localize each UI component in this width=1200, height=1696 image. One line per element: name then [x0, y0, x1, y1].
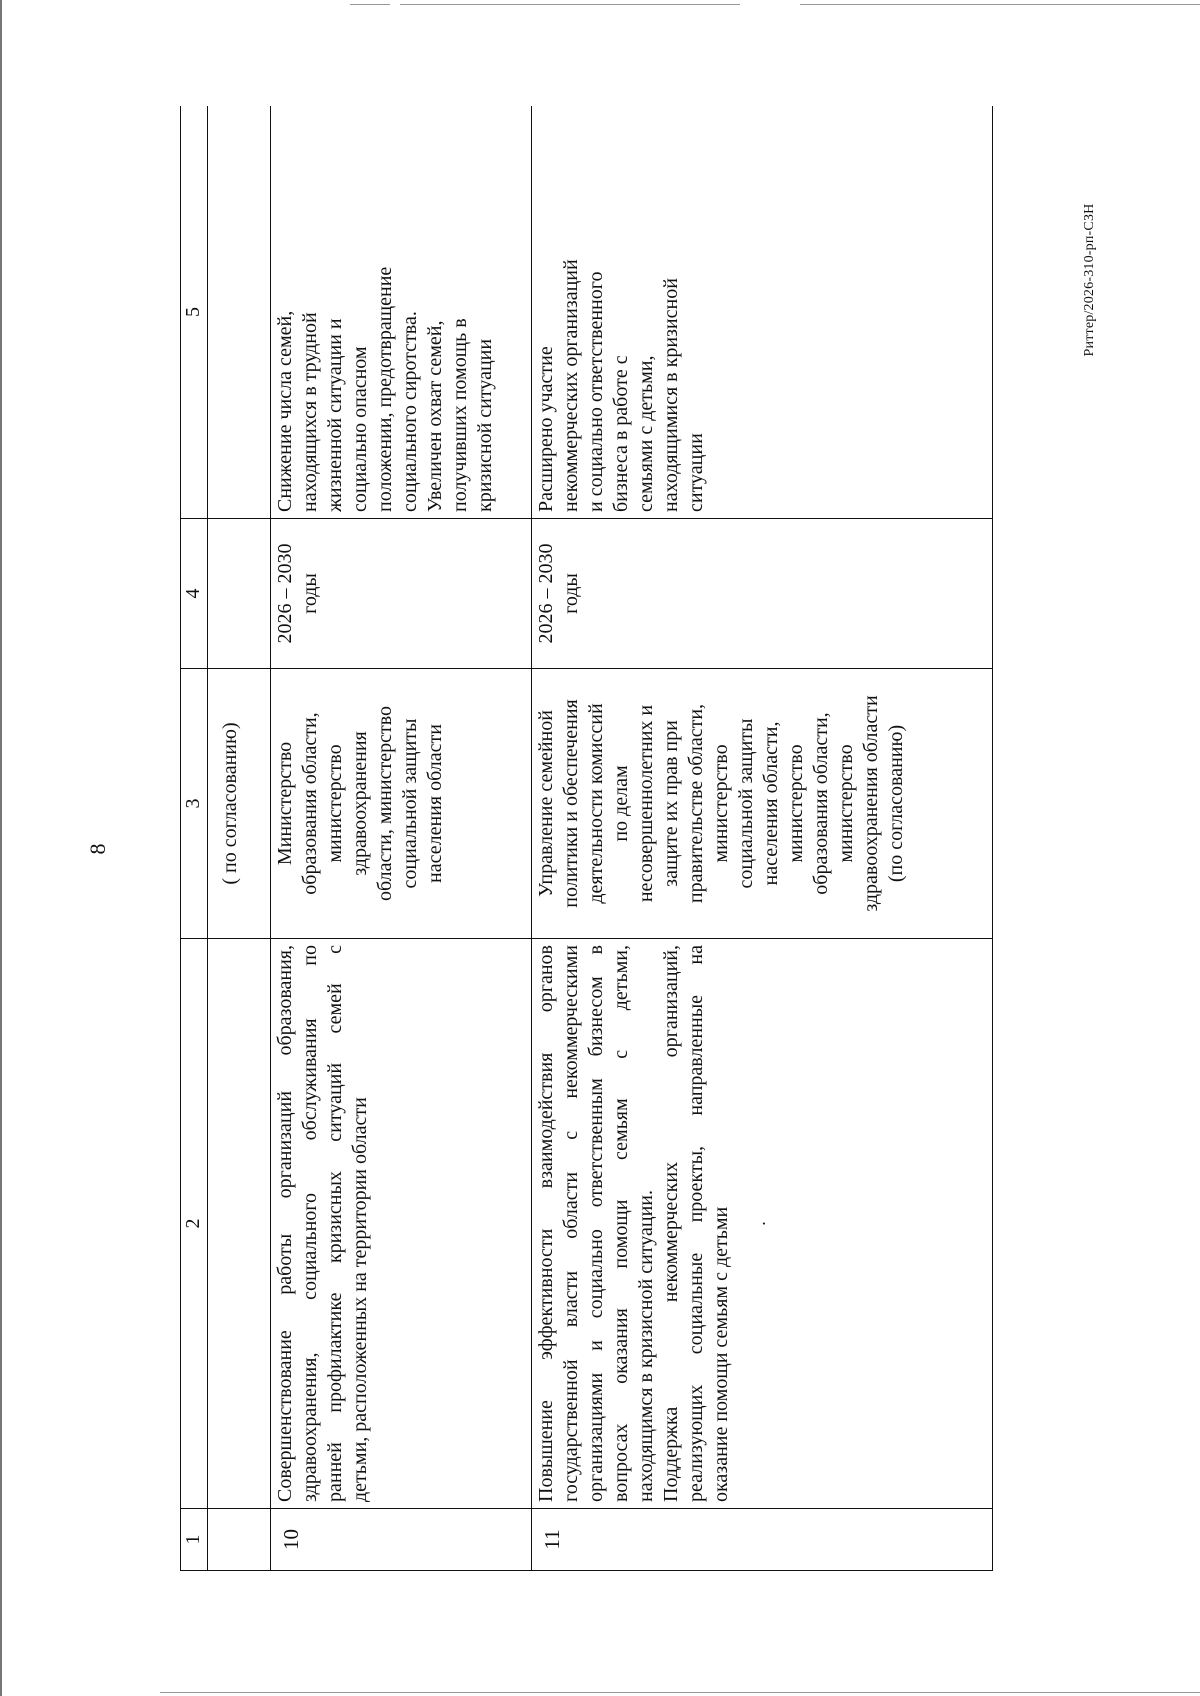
measures-table: [180, 106, 993, 1571]
text-line: здравоохранения: [349, 731, 371, 876]
table-row: [532, 106, 993, 1571]
text-line: находящимися в кризисной: [660, 278, 682, 512]
scan-top-line: [350, 4, 390, 5]
column-header-1: 1: [181, 1509, 208, 1571]
text-line: ситуации: [685, 433, 707, 512]
scan-bottom-line: [160, 1692, 1200, 1693]
cell-period: [271, 519, 532, 669]
text-line: защите их прав при: [660, 720, 682, 887]
text-line: ранней профилактике кризисных ситуаций семей с: [324, 945, 346, 1502]
text-line: некоммерческих организаций: [560, 259, 582, 512]
rotated-page-content: [180, 106, 993, 1571]
text-line: населения области: [424, 724, 446, 883]
text-line: области, министерство: [374, 705, 396, 902]
text-line: политики и обеспечения: [560, 699, 582, 908]
text-line: Снижение числа семей,: [274, 310, 296, 512]
column-header-5: 5: [181, 106, 208, 519]
stray-mark: ·: [754, 1220, 774, 1227]
page-left-edge: [0, 0, 2, 1696]
text-line: министерство: [710, 744, 732, 863]
cell: [208, 1509, 271, 1571]
text-line: получивших помощь в: [449, 318, 471, 512]
text-line: Поддержка некоммерческих организаций,: [660, 945, 682, 1502]
text-line: Увеличен охват семей,: [424, 320, 446, 512]
document-code: Риттер/2026-310-рп-СЗН: [1082, 203, 1097, 357]
column-header-2: 2: [181, 939, 208, 1509]
text-line: Совершенствование работы организаций образования,: [274, 945, 296, 1502]
page-number: 8: [85, 843, 110, 855]
table-row-continuation: [208, 106, 271, 1571]
cell-executors-continuation: ( по согласованию): [208, 669, 271, 939]
cell-measure: [532, 939, 993, 1509]
table-frame: [180, 106, 993, 1571]
cell-period: [532, 519, 993, 669]
text-line: организациями и социально ответственным бизнесом в: [585, 945, 607, 1502]
cell-result: [532, 106, 993, 519]
text-line: Управление семейной: [535, 710, 557, 897]
cell-executors: [532, 669, 993, 939]
text-line: социальной защиты: [735, 718, 757, 889]
text-line: семьями с детьми,: [635, 355, 657, 512]
cell: [208, 519, 271, 669]
text-line: жизненной ситуации и: [324, 318, 346, 512]
text-line: Повышение эффективности взаимодействия органов: [535, 945, 557, 1502]
text-line: социального сиротства.: [399, 311, 421, 512]
scan-top-line: [400, 4, 740, 5]
text-line: министерство: [835, 744, 857, 863]
cell: [208, 939, 271, 1509]
text-line: реализующих социальные проекты, направленные на: [685, 945, 707, 1502]
text-line: вопросах оказания помощи семьям с детьми,: [610, 945, 632, 1502]
cell-measure: [271, 939, 532, 1509]
text-line: правительстве области,: [685, 703, 707, 904]
text-line: кризисной ситуации: [474, 338, 496, 512]
text-line: находящимся в кризисной ситуации.: [635, 1190, 657, 1502]
row-number: 11: [532, 1509, 993, 1571]
text-line: здравоохранения, социального обслуживания по: [299, 945, 321, 1502]
text-line: положении, предотвращение: [374, 266, 396, 512]
row-number: 10: [271, 1509, 532, 1571]
text-line: и социально ответственного: [585, 271, 607, 512]
cell-executors: [271, 669, 532, 939]
table-header-row: [181, 106, 208, 1571]
text-line: бизнеса в работе с: [610, 355, 632, 512]
text-line: 2026 – 2030: [535, 543, 557, 644]
column-header-3: 3: [181, 669, 208, 939]
cell: [208, 106, 271, 519]
text-line: социально опасном: [349, 346, 371, 512]
text-line: (по согласованию): [885, 724, 907, 883]
text-line: министерство: [785, 744, 807, 863]
text-line: населения области,: [760, 721, 782, 886]
text-line: министерство: [324, 744, 346, 863]
text-line: несовершеннолетних и: [635, 704, 657, 903]
text-line: образования области,: [810, 712, 832, 895]
cell-result: [271, 106, 532, 519]
text-line: социальной защиты: [399, 718, 421, 889]
text-line: детьми, расположенных на территории области: [349, 1097, 371, 1502]
text-line: деятельности комиссий: [585, 703, 607, 904]
text-line: государственной власти области с некоммерческими: [560, 945, 582, 1502]
text-line: Министерство: [274, 741, 296, 866]
text-line: образования области,: [299, 712, 321, 895]
text-line: оказание помощи семьям с детьми: [710, 1206, 732, 1502]
text-line: здравоохранения области: [860, 695, 882, 912]
scan-top-line: [800, 4, 1200, 5]
text-line: 2026 – 2030: [274, 543, 296, 644]
text-line: Расширено участие: [535, 346, 557, 512]
table-row: [271, 106, 532, 1571]
text-line: находящихся в трудной: [299, 312, 321, 512]
column-header-4: 4: [181, 519, 208, 669]
text-line: годы: [560, 573, 582, 614]
text-line: годы: [299, 573, 321, 614]
text-line: по делам: [610, 765, 632, 842]
